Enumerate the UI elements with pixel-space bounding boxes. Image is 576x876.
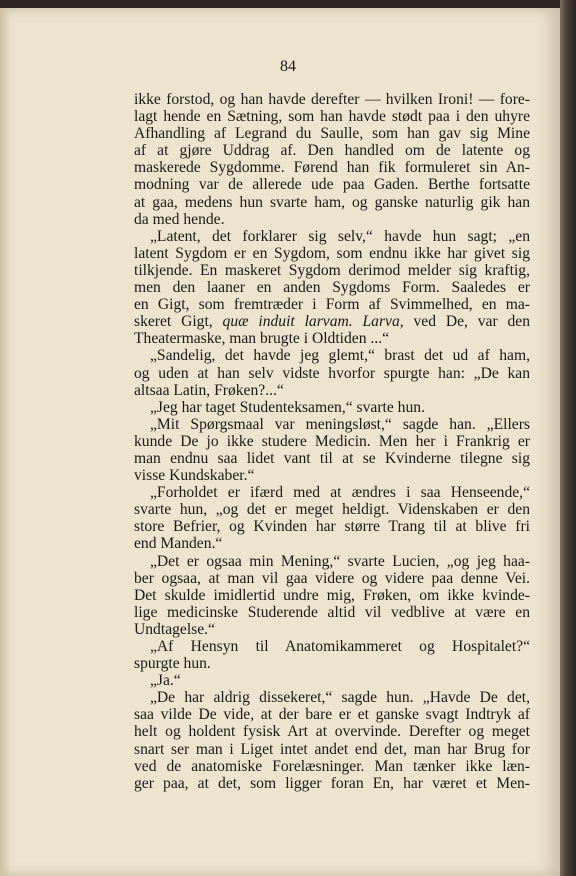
text-line: modning var de allerede ude paa Gaden. Berthe fortsatte — [134, 176, 530, 194]
text-line: Afhandling af Legrand du Saulle, som han gav sig Mine — [134, 125, 530, 143]
text-line: ved de anatomiske Forelæsninger. Man tænker ikke læn- — [134, 757, 530, 775]
text-line: end Manden.“ — [134, 535, 223, 553]
text-line: „Latent, det forklarer sig selv,“ havde hun sagt; „en — [150, 227, 530, 245]
text-line: „Mit Spørgsmaal var meningsløst,“ sagde han. „Ellers — [150, 415, 530, 433]
text-line: Det skulde imidlertid undre mig, Frøken, om ikke kvinde- — [134, 586, 530, 604]
text-line: lige medicinske Studerende altid vil vedblive at være en — [134, 603, 530, 621]
page-number: 84 — [280, 58, 296, 75]
text-line: skeret Gigt, quæ induit larvam. Larva, ved De, var den — [134, 313, 531, 331]
book-edge — [560, 0, 576, 876]
text-line: ger paa, at det, som ligger foran En, har været et Men- — [134, 774, 530, 792]
text-line: lagt hende en Sætning, som han havde stødt paa i den uhyre — [134, 108, 530, 126]
text-line: kunde De jo ikke studere Medicin. Men her i Frankrig er — [134, 432, 530, 450]
body-text — [134, 91, 530, 792]
text-line: af at gjøre Uddrag af. Den handled om de latente og — [134, 142, 530, 160]
text-line: „Af Hensyn til Anatomikammeret og Hospitalet?“ — [150, 638, 530, 655]
text-line: en Gigt, som fremtræder i Form af Svimmelhed, en ma- — [134, 296, 530, 314]
text-line: Theatermaske, man brugte i Oldtiden ...“ — [134, 330, 390, 348]
text-line: ber ogsaa, at man vil gaa videre og videre paa denne Vei. — [134, 569, 530, 587]
text-line: spurgte hun. — [134, 655, 211, 673]
text-line: latent Sygdom er en Sygdom, som endnu ikke har givet sig — [134, 244, 530, 262]
text-line: „Forholdet er ifærd med at ændres i saa Henseende,“ — [150, 484, 530, 502]
text-line: „Det er ogsaa min Mening,“ svarte Lucien, „og jeg haa- — [150, 552, 530, 570]
text-line: tilkjende. En maskeret Sygdom derimod melder sig kraftig, — [134, 261, 530, 279]
text-line: man endnu saa lidet vant til at se Kvinderne tilegne sig — [134, 449, 530, 467]
text-line: Undtagelse.“ — [134, 620, 215, 638]
text-line: da med hende. — [134, 210, 225, 228]
text-line: ikke forstod, og han havde derefter — hvilken Ironi! — fore- — [134, 91, 530, 108]
page-gutter-shadow — [0, 8, 10, 876]
text-line: „Jeg har taget Studenteksamen,“ svarte hun. — [150, 398, 425, 416]
text-line: „De har aldrig dissekeret,“ sagde hun. „Havde De det, — [150, 689, 530, 707]
text-line: visse Kundskaber.“ — [134, 467, 255, 485]
text-line: at gaa, medens hun svarte ham, og ganske naturlig gik han — [134, 193, 530, 211]
text-line: svarte hun, „og det er meget heldigt. Videnskaben er den — [134, 501, 530, 519]
text-line: saa vilde De vide, at der bare er et ganske svagt Indtryk af — [134, 706, 530, 724]
text-line: maskerede Sygdomme. Førend han fik formuleret sin An- — [134, 159, 530, 177]
text-line: helt og holdent fysisk Art at overvinde. Derefter og meget — [134, 723, 530, 741]
text-line: „Ja.“ — [150, 672, 181, 690]
text-line: „Sandelig, det havde jeg glemt,“ brast det ud af ham, — [150, 347, 530, 365]
text-line: men den laaner en anden Sygdoms Form. Saaledes er — [134, 279, 530, 297]
text-line: snart ser man i Liget intet andet end det, man har Brug for — [134, 740, 530, 758]
text-line: altsaa Latin, Frøken?...“ — [134, 381, 284, 399]
text-line: og uden at han selv vidste hvorfor spurgte han: „De kan — [134, 364, 530, 382]
text-line: store Befrier, og Kvinden har større Trang til at blive fri — [134, 518, 530, 536]
